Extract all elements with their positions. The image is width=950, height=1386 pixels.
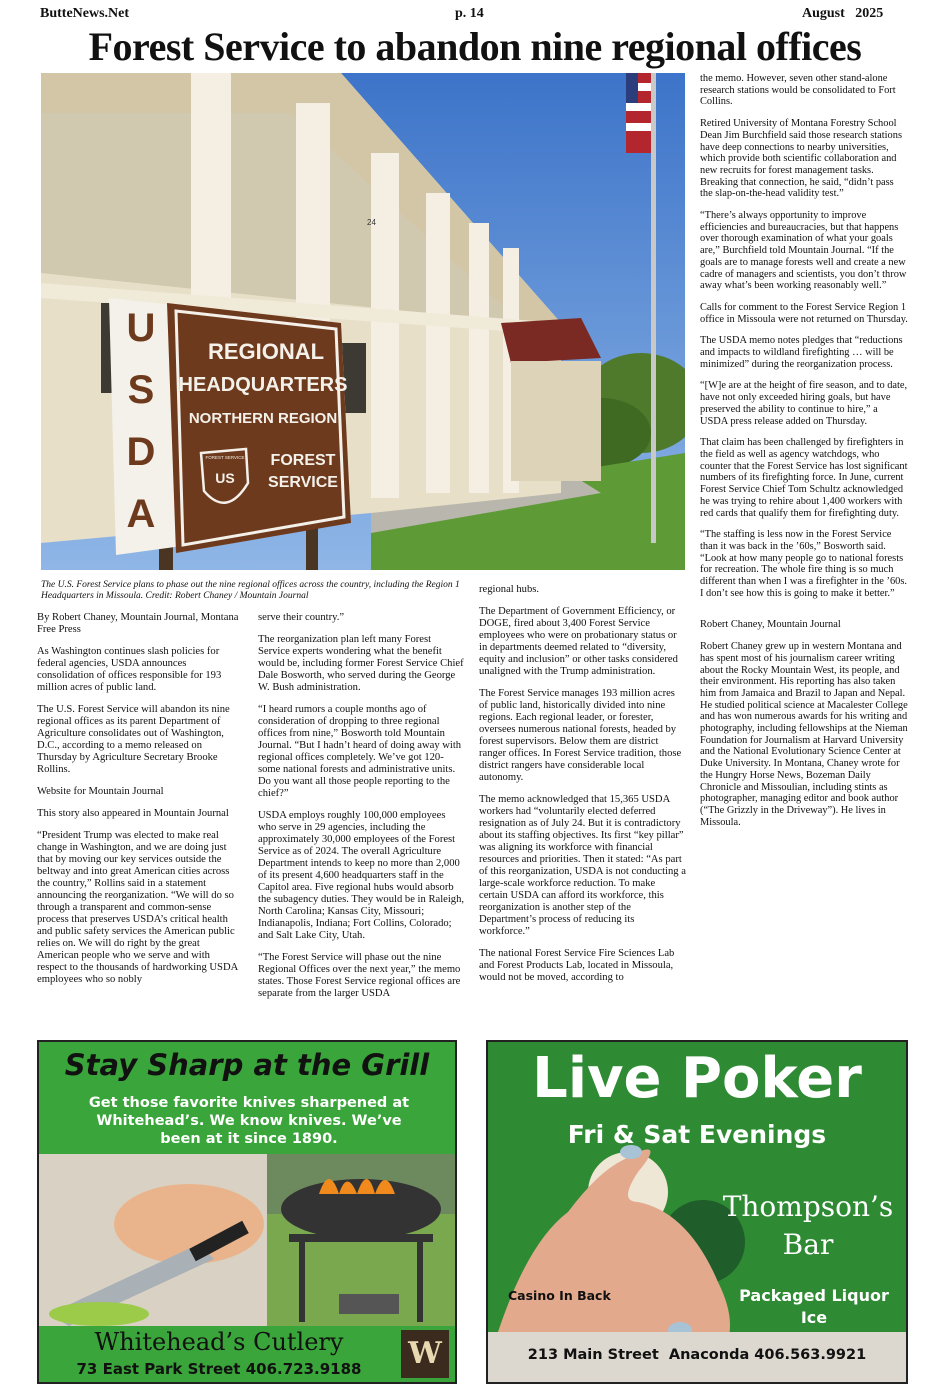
paragraph: The U.S. Forest Service will abandon its nine regional offices as its parent Department of Agriculture consolidates out of Washington, D.C., according to a memo released on Thursday by Agriculture Secretary Brooke Rollins. (37, 704, 230, 775)
sign-forest: FOREST (270, 452, 336, 469)
ad-right-address: 213 Main Street Anaconda 406.563.9921 (527, 1347, 867, 1363)
paragraph: This story also appeared in Mountain Journal (37, 808, 229, 819)
paragraph: “There’s always opportunity to improve efficiencies and bureaucracies, but that happens over thorough examination of what your goals are,” Burchfield told Mountain Journal. “If the goals are to manage forests well and create a new cadre of managers and scientists, you don’t throw away what’s been working reasonably well.” (700, 210, 907, 292)
sign-headquarters: HEADQUARTERS (178, 374, 348, 396)
ad-right-title: Live Poker (532, 1046, 862, 1111)
paragraph: As Washington continues slash policies for federal agencies, USDA announces consolidation of offices responsible for 193 million acres of public land. (37, 646, 222, 693)
paragraph: the memo. However, seven other stand-alone research stations would be consolidated to Fort Collins. (700, 73, 896, 108)
author-name: Robert Chaney, Mountain Journal (700, 619, 841, 631)
ad-left-address: 73 East Park Street 406.723.9188 (76, 1360, 362, 1378)
sign-usda-u: U (126, 306, 156, 350)
paragraph: The national Forest Service Fire Sciences Lab and Forest Products Lab, located in Missoula, would not be moved, according to (479, 948, 675, 983)
byline: By Robert Chaney, Mountain Journal, Montana Free Press (37, 612, 239, 635)
article-column-2 (258, 612, 465, 1010)
paragraph: That claim has been challenged by firefighters in the field as well as agency watchdogs, who counter that the Forest Service has lost significant numbers of its firefighting force. In June, current Forest Service Chief Tom Schultz acknowledged he was trying to rehire about 1,400 workers with red cards that qualify them for firefighting duty. (700, 437, 908, 519)
paragraph: Retired University of Montana Forestry School Dean Jim Burchfield said those research stations have deep connections to nearby universities, which provide both scientific collaboration and new recruits for forest management tasks. Breaking that connection, he said, “didn’t pass the slap-on-the-head validity test.” (700, 118, 902, 200)
article-column-4 (700, 73, 908, 838)
ad-live-poker[interactable] (486, 1040, 908, 1384)
paragraph: Calls for comment to the Forest Service Region 1 office in Missoula were not returned on Thursday. (700, 301, 908, 325)
ad-left-body: Get those favorite knives sharpened at Whitehead’s. We know knives. We’ve been at it since 1890. (88, 1095, 410, 1147)
headline: Forest Service to abandon nine regional offices (88, 24, 862, 69)
shield-top-text: FOREST SERVICE (205, 455, 245, 460)
ad-right-ice: Ice (800, 1308, 828, 1327)
ad-right-bar-name: Thompson’s (722, 1190, 894, 1223)
article-column-1 (37, 612, 242, 996)
ad-left-business: Whitehead’s Cutlery (94, 1328, 344, 1356)
page-number: p. 14 (455, 6, 484, 21)
paragraph: The reorganization plan left many Forest Service experts wondering what the benefit would be, including former Forest Service Chief Dale Bosworth, who served during the George W. Bush administration. (258, 634, 464, 693)
ad-left-images (39, 1154, 455, 1326)
sign-usda-a: A (126, 492, 156, 536)
photo-caption: The U.S. Forest Service plans to phase out the nine regional offices across the country, including the Region 1 Headquarters in Missoula. Credit: Robert Chaney / Mountain Journal (41, 580, 460, 601)
paragraph: The USDA memo notes pledges that “reductions and impacts to wildland firefighting … will be minimized” during the reorganization process. (700, 335, 903, 370)
issue-date: August 2025 (802, 6, 884, 21)
whiteheads-logo: W (401, 1330, 449, 1378)
paragraph: The memo acknowledged that 15,365 USDA workers had “voluntarily elected deferred resignation as of July 24. But it is contradictory about its staffing objectives. Its first “key pillar” was aligning its workforce with financial resources and priorities. Then it stated: “As part of this reorganization, USDA is not conducting a large-scale workforce reduction. To make certain USDA can afford its workforce, this reorganization is another step of the Department’s process of reducing its workforce.” (479, 794, 686, 937)
photo-illustration (41, 73, 685, 570)
article-column-3 (479, 584, 686, 994)
site-name: ButteNews.Net (40, 6, 130, 21)
sign-usda-d: D (126, 430, 156, 474)
paragraph: Website for Mountain Journal (37, 786, 164, 797)
paragraph: “[W]e are at the height of fire season, and to date, have not only exceeded hiring goals, but have preserved the ability to continue to hire,” a USDA press release added on Thursday. (700, 380, 908, 427)
sign-regional: REGIONAL (207, 339, 325, 364)
paragraph: “President Trump was elected to make real change in Washington, and we are doing just that by moving our key services outside the beltway and into great American cities across the country,” Rollins said in a statement announcing the reorganization. “We will do so through a transparent and common-sense process that preserves USDA’s critical health and public safety services the American public relies on. We will do right by the great American people who we serve and with respect to the thousands of hardworking USDA employees who so nobly (37, 830, 238, 985)
ad-right-bar-word: Bar (782, 1228, 834, 1261)
paragraph: “The Forest Service will phase out the nine Regional Offices over the next year,” the memo states. Those Forest Service regional offices are separate from the larger USDA (258, 952, 461, 999)
ad-whiteheads-cutlery[interactable] (37, 1040, 457, 1384)
sign-northern-region: NORTHERN REGION (188, 410, 338, 427)
paragraph: The Forest Service manages 193 million acres of public land, historically divided into nine regions. Each regional leader, or forester, oversees numerous national forests, headed by forest supervisors. Below them are district ranger offices. In Forest Service tradition, those district rangers have considerable local autonomy. (479, 688, 682, 783)
ad-right-subtitle: Fri & Sat Evenings (567, 1120, 827, 1149)
ad-left-title: Stay Sharp at the Grill (64, 1048, 430, 1082)
paragraph: USDA employs roughly 100,000 employees who serve in 29 agencies, including the approximately 30,000 employees of the Forest Service as of 2024. The overall Agriculture Department intends to keep no more than 2,000 of its present 4,600 headquarters staff in the Capitol area. Five regional hubs would absorb the subagency duties. They would be in Raleigh, North Carolina; Kansas City, Missouri; Indianapolis, Indiana; Fort Collins, Colorado; and Salt Lake City, Utah. (258, 810, 465, 941)
sign-usda-s: S (127, 368, 155, 412)
paragraph: The Department of Government Efficiency, or DOGE, fired about 3,400 Forest Service employees who were on probationary status or in departments deemed related to “diversity, equity and inclusion” or other tasks considered unaligned with the Trump administration. (479, 606, 678, 677)
shield-us-text: US (215, 470, 235, 486)
building-number: 24 (367, 218, 376, 227)
ad-right-casino: Casino In Back (508, 1288, 611, 1303)
sign-service: SERVICE (268, 474, 338, 491)
article-photo (41, 73, 685, 570)
author-bio: Robert Chaney grew up in western Montana and has spent most of his journalism career writing about the Rocky Mountain West, its people, and their environment. His reporting has also taken him from Jamaica and Brazil to Japan and Nepal. He studied political science at Macalester College and has won numerous awards for his writing and photography, including fellowships at the Nieman Foundation for Journalism at Harvard University and the National Evolutionary Science Center at Duke University. In Montana, Chaney wrote for the Hungry Horse News, Bozeman Daily Chronicle and Missoulian, including stints as photographer, managing editor and book author (“The Grizzly in the Driveway”). He lives in Missoula. (700, 641, 908, 828)
paragraph: regional hubs. (479, 584, 540, 595)
paragraph: serve their country.” (258, 612, 345, 623)
paragraph: “I heard rumors a couple months ago of consideration of dropping to three regional offices from nine,” Bosworth told Mountain Journal. “But I hadn’t heard of doing away with regional offices completely. We’ve got 120-some national forests and administrative units. Do you want all those people reporting to the chief?” (258, 704, 462, 799)
paragraph: “The staffing is less now in the Forest Service than it was back in the ’60s,” Bosworth said. “Look at how many people go to national forests for recreation. The whole fire thing is so much different than when I was a firefighter in the ’60s. I don’t see how this is going to make it better.” (700, 529, 907, 599)
ad-right-liquor: Packaged Liquor (739, 1286, 889, 1305)
